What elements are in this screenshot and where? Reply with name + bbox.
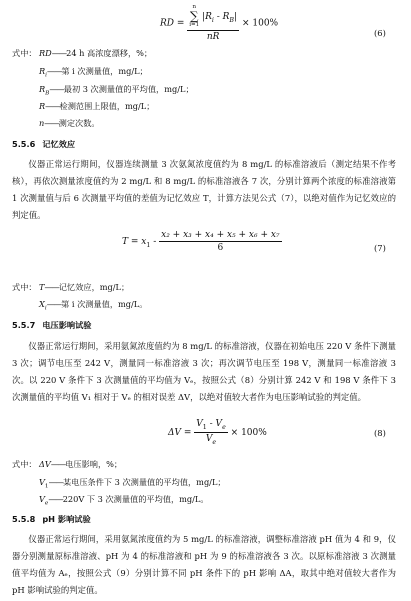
eq6-num-sub-i: i xyxy=(211,16,214,24)
defs7-symbol: X xyxy=(39,299,45,309)
eq8-fraction xyxy=(194,419,228,446)
eq7-numerator: x₂ + x₃ + x₄ + x₅ + x₆ + x₇ xyxy=(161,230,280,240)
defs6-desc: 测定次数。 xyxy=(58,118,100,128)
defs8-row-2: $V_e——220V$ 下 3 次测量值的平均值，mg/L。 xyxy=(39,494,209,507)
eq6-denominator: nR xyxy=(206,32,220,42)
eq8-lhs: ΔV = xyxy=(168,427,192,438)
defs6-desc: 第 i 次测量值，mg/L； xyxy=(61,66,148,76)
eq8-den: V xyxy=(205,433,213,444)
eq8-num-minus: - V xyxy=(206,419,223,429)
equation-6: RD = n ∑ i=1 $|R_i - R_B|$ nR × 100% xyxy=(160,4,279,42)
defs8-symbol: V xyxy=(39,477,45,487)
defs6-symbol: n xyxy=(39,118,45,128)
eq6-summation: n ∑ i=1 xyxy=(189,4,200,28)
defs8-desc: 某电压条件下 3 次测量值的平均值，mg/L； xyxy=(62,477,226,487)
section-number: 5.5.6 xyxy=(12,139,36,149)
defs6-row-2: $R_B——$最初 3 次测量值的平均值，mg/L； xyxy=(39,84,194,97)
defs6-symbol: R xyxy=(39,101,46,111)
defs6-symbol: R xyxy=(39,84,46,94)
eq6-number: (6) xyxy=(374,28,386,38)
defs8-row-0: 式中： ΔV——电压影响，%； xyxy=(12,459,123,469)
paragraph-5-5-8: 仪器正常运行期间，采用氨氮浓度值约为 5 mg/L 的标准溶液，调整标准溶液 pH 值为 4 和 9，仪器分别测量原标准溶液、pH 为 4 的标准溶液和 pH 为 9 的标准溶液各 3 次。以原标准溶液 3 次测量值平均值为 Aₑ，按照公式（9）分别计算不同 pH 条件下的 pH 影响 ΔA，取其中绝对值较大者作为 pH 影响试验的判定值。 xyxy=(12,534,396,595)
defs7-desc: 第 i 次测量值，mg/L。 xyxy=(61,299,148,309)
defs6-symbol: R xyxy=(39,66,46,76)
defs6-row-1: $R_i——$第 i 次测量值，mg/L； xyxy=(39,66,148,79)
defs6-desc: 24 h 高浓度漂移，%； xyxy=(66,48,153,58)
defs6-row-4: n——测定次数。 xyxy=(39,118,100,128)
eq7-number: (7) xyxy=(374,243,386,253)
eq8-num-b-sub: e xyxy=(222,423,226,431)
eq8-num-a: V xyxy=(196,419,203,429)
section-number: 5.5.7 xyxy=(12,320,36,330)
defs6-desc: 最初 3 次测量值的平均值，mg/L； xyxy=(63,84,194,94)
paragraph-5-5-7: 仪器正常运行期间，采用氨氮浓度值约为 8 mg/L 的标准溶液，仪器在初始电压 220 V 条件下测量 3 次；调节电压至 242 V，测量同一标准溶液 3 次；再次调节电压至 198 V，测量同一标准溶液 3 次。以 220 V 条件下 3 次测量值的平均值为 Vₑ，按照公式（8）分别计算 242 V 和 198 V 条件下 3 次测量值的平均值 V₁ 相对于 Vₑ 的相对误差 ΔV，以绝对值较大者作为电压影响试验的判定值。 xyxy=(12,341,396,402)
defs7-desc: 记忆效应，mg/L； xyxy=(58,282,130,292)
eq6-sum-bottom: i=1 xyxy=(189,22,200,28)
defs6-subscript: i xyxy=(45,72,48,79)
eq7-minus: - xyxy=(153,237,160,247)
defs6-subscript: B xyxy=(45,90,50,97)
defs6-row-0: 式中： RD——24 h 高浓度漂移，%； xyxy=(12,48,153,58)
eq8-den-sub: e xyxy=(212,438,217,446)
defs8-symbol: ΔV xyxy=(39,459,51,469)
defs8-desc: 220V 下 3 次测量值的平均值，mg/L。 xyxy=(62,494,209,504)
eq6-sum-top: n xyxy=(192,4,196,10)
eq8-tail: × 100% xyxy=(230,427,267,438)
section-title: pH 影响试验 xyxy=(42,514,91,524)
defs7-row-1: $X_i——$第 i 次测量值，mg/L。 xyxy=(39,299,148,312)
eq7-lhs: T = x xyxy=(122,237,147,247)
equation-7 xyxy=(122,230,282,253)
eq8-number: (8) xyxy=(374,428,386,438)
eq6-lhs: RD xyxy=(160,18,174,29)
eq7-denominator: 6 xyxy=(217,243,224,253)
eq6-num-term: |R xyxy=(202,12,212,22)
defs8-symbol: V xyxy=(39,494,45,504)
defs6-row-3: R——检测范围上限值，mg/L； xyxy=(39,101,155,111)
defs7-symbol: T xyxy=(39,282,45,292)
eq6-num-close: | xyxy=(234,12,238,22)
section-title: 记忆效应 xyxy=(42,139,76,149)
section-heading-5-5-7 xyxy=(12,320,91,331)
defs8-subscript: e xyxy=(44,500,49,507)
section-heading-5-5-6 xyxy=(12,139,75,150)
defs8-desc: 电压影响，%； xyxy=(65,459,123,469)
defs7-row-0: 式中： T——记忆效应，mg/L； xyxy=(12,282,130,292)
section-title: 电压影响试验 xyxy=(42,320,92,330)
defs8-subscript: 1 xyxy=(44,483,49,490)
defs7-intro: 式中： xyxy=(12,282,37,292)
eq7-fraction xyxy=(159,230,281,253)
defs6-desc: 检测范围上限值，mg/L； xyxy=(59,101,155,111)
section-number: 5.5.8 xyxy=(12,514,36,524)
eq7-lhs-subscript: 1 xyxy=(146,241,151,249)
defs7-subscript: i xyxy=(44,305,47,312)
section-heading-5-5-8 xyxy=(12,514,91,525)
eq6-num-sub-b: B xyxy=(229,16,235,24)
defs8-row-1: $V_1——$某电压条件下 3 次测量值的平均值，mg/L； xyxy=(39,477,226,490)
paragraph-5-5-6: 仪器正常运行期间，仪器连续测量 3 次氨氮浓度值约为 8 mg/L 的标准溶液后（测定结果不作考核），再依次测量浓度值约为 2 mg/L 和 8 mg/L 的标准溶液各 7 次，分别计算两个浓度的标准溶液第 1 次测量值与后 6 次测量平均值的差值为记忆效应 T，计算方法见公式（7），以绝对值作为记忆效应的判定值。 xyxy=(12,159,396,220)
eq8-num-a-sub: 1 xyxy=(202,423,207,431)
equation-8 xyxy=(168,419,267,446)
eq6-tail: × 100% xyxy=(241,18,279,29)
eq6-fraction xyxy=(187,4,239,42)
defs6-symbol: RD xyxy=(39,48,52,58)
eq6-num-minus: - R xyxy=(213,12,230,22)
defs8-intro: 式中： xyxy=(12,459,37,469)
defs6-intro: 式中： xyxy=(12,48,37,58)
